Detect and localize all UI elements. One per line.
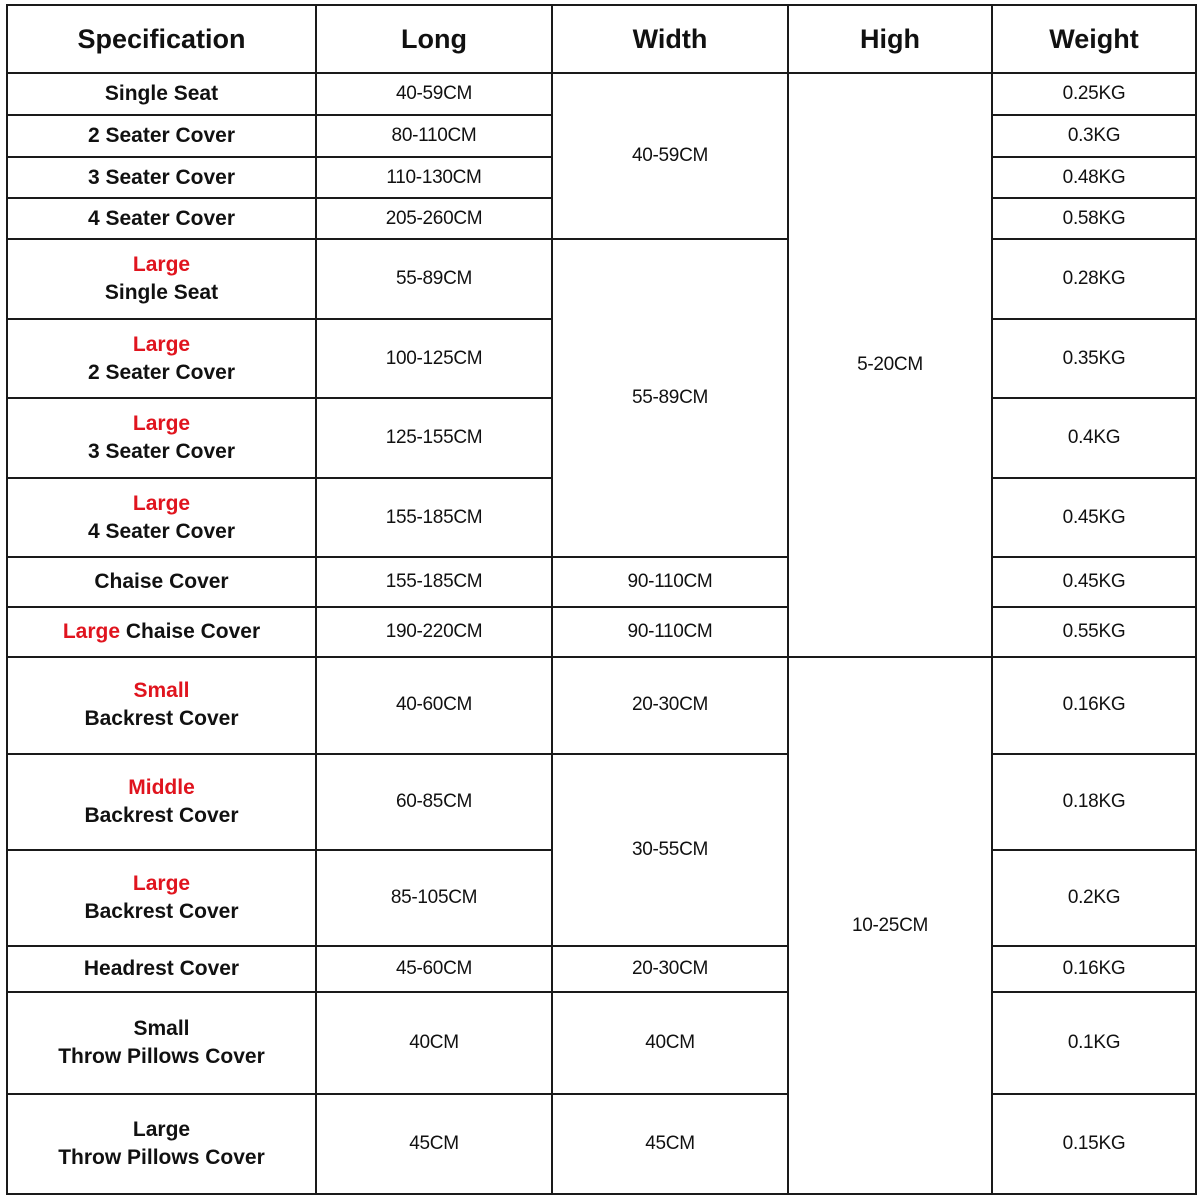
spec-name: Chaise Cover xyxy=(94,570,229,594)
long-cell: 205-260CM xyxy=(316,198,552,239)
spec-qualifier: Small xyxy=(133,1016,190,1040)
long-cell: 125-155CM xyxy=(316,398,552,478)
spec-name: 4 Seater Cover xyxy=(87,519,236,543)
width-cell: 90-110CM xyxy=(552,557,788,607)
spec-qualifier: Small xyxy=(133,679,190,703)
long-cell: 55-89CM xyxy=(316,239,552,319)
table-row xyxy=(7,754,1196,850)
high-cell-accessory-group: 10-25CM xyxy=(788,657,992,1194)
weight-cell: 0.28KG xyxy=(992,239,1196,319)
spec-qualifier: Large xyxy=(132,1117,191,1141)
header-long: Long xyxy=(316,5,552,73)
width-cell-backrest-middle-large: 30-55CM xyxy=(552,754,788,946)
spec-cell xyxy=(7,115,316,157)
spec-cell xyxy=(7,73,316,115)
spec-name: 2 Seater Cover xyxy=(87,124,236,148)
long-cell: 45CM xyxy=(316,1094,552,1194)
spec-cell xyxy=(7,198,316,239)
long-cell: 155-185CM xyxy=(316,478,552,557)
width-cell: 20-30CM xyxy=(552,946,788,992)
long-cell: 110-130CM xyxy=(316,157,552,198)
spec-qualifier: Large xyxy=(132,332,191,356)
spec-name: Single Seat xyxy=(104,82,219,106)
spec-cell xyxy=(7,478,316,557)
long-cell: 60-85CM xyxy=(316,754,552,850)
weight-cell: 0.1KG xyxy=(992,992,1196,1094)
weight-cell: 0.48KG xyxy=(992,157,1196,198)
spec-cell xyxy=(7,754,316,850)
spec-qualifier: Large xyxy=(132,253,191,277)
spec-name: Chaise Cover xyxy=(125,620,261,644)
weight-cell: 0.18KG xyxy=(992,754,1196,850)
long-cell: 40CM xyxy=(316,992,552,1094)
header-specification: Specification xyxy=(7,5,316,73)
table-row xyxy=(7,946,1196,992)
spec-name: Single Seat xyxy=(104,281,219,305)
table-row xyxy=(7,607,1196,657)
long-cell: 40-59CM xyxy=(316,73,552,115)
spec-cell xyxy=(7,946,316,992)
spec-name: Throw Pillows Cover xyxy=(58,1044,265,1068)
spec-cell xyxy=(7,850,316,946)
spec-name: Backrest Cover xyxy=(84,899,239,923)
long-cell: 85-105CM xyxy=(316,850,552,946)
weight-cell: 0.16KG xyxy=(992,946,1196,992)
weight-cell: 0.2KG xyxy=(992,850,1196,946)
spec-name: Backrest Cover xyxy=(84,803,239,827)
spec-cell xyxy=(7,607,316,657)
weight-cell: 0.58KG xyxy=(992,198,1196,239)
table-row xyxy=(7,239,1196,319)
spec-qualifier: Large xyxy=(132,412,191,436)
long-cell: 190-220CM xyxy=(316,607,552,657)
spec-name: 3 Seater Cover xyxy=(87,165,236,189)
table-row xyxy=(7,557,1196,607)
weight-cell: 0.15KG xyxy=(992,1094,1196,1194)
spec-cell xyxy=(7,1094,316,1194)
weight-cell: 0.45KG xyxy=(992,557,1196,607)
weight-cell: 0.3KG xyxy=(992,115,1196,157)
spec-qualifier: Middle xyxy=(128,775,195,799)
header-width: Width xyxy=(552,5,788,73)
header-row xyxy=(7,5,1196,73)
weight-cell: 0.25KG xyxy=(992,73,1196,115)
weight-cell: 0.16KG xyxy=(992,657,1196,753)
spec-qualifier: Large xyxy=(132,871,191,895)
width-cell: 90-110CM xyxy=(552,607,788,657)
width-cell-seater-large: 55-89CM xyxy=(552,239,788,557)
spec-cell xyxy=(7,992,316,1094)
spec-cell xyxy=(7,657,316,753)
size-spec-table xyxy=(6,4,1197,1195)
spec-name: Headrest Cover xyxy=(83,956,240,980)
long-cell: 155-185CM xyxy=(316,557,552,607)
table-row xyxy=(7,992,1196,1094)
long-cell: 80-110CM xyxy=(316,115,552,157)
spec-name: 2 Seater Cover xyxy=(87,360,236,384)
spec-qualifier: Large xyxy=(132,491,191,515)
spec-cell xyxy=(7,398,316,478)
weight-cell: 0.35KG xyxy=(992,319,1196,398)
spec-cell xyxy=(7,157,316,198)
table-row xyxy=(7,1094,1196,1194)
width-cell: 45CM xyxy=(552,1094,788,1194)
long-cell: 100-125CM xyxy=(316,319,552,398)
spec-name: Backrest Cover xyxy=(84,707,239,731)
long-cell: 45-60CM xyxy=(316,946,552,992)
spec-cell xyxy=(7,557,316,607)
weight-cell: 0.55KG xyxy=(992,607,1196,657)
spec-name: Throw Pillows Cover xyxy=(58,1145,265,1169)
width-cell-seater-regular: 40-59CM xyxy=(552,73,788,239)
high-cell-sofa-group: 5-20CM xyxy=(788,73,992,657)
weight-cell: 0.45KG xyxy=(992,478,1196,557)
weight-cell: 0.4KG xyxy=(992,398,1196,478)
spec-name: 4 Seater Cover xyxy=(87,206,236,230)
spec-cell xyxy=(7,239,316,319)
width-cell: 40CM xyxy=(552,992,788,1094)
header-weight: Weight xyxy=(992,5,1196,73)
header-high: High xyxy=(788,5,992,73)
table-row xyxy=(7,73,1196,115)
spec-cell xyxy=(7,319,316,398)
spec-qualifier: Large xyxy=(62,620,126,644)
table-row xyxy=(7,657,1196,753)
width-cell: 20-30CM xyxy=(552,657,788,753)
spec-name: 3 Seater Cover xyxy=(87,440,236,464)
long-cell: 40-60CM xyxy=(316,657,552,753)
